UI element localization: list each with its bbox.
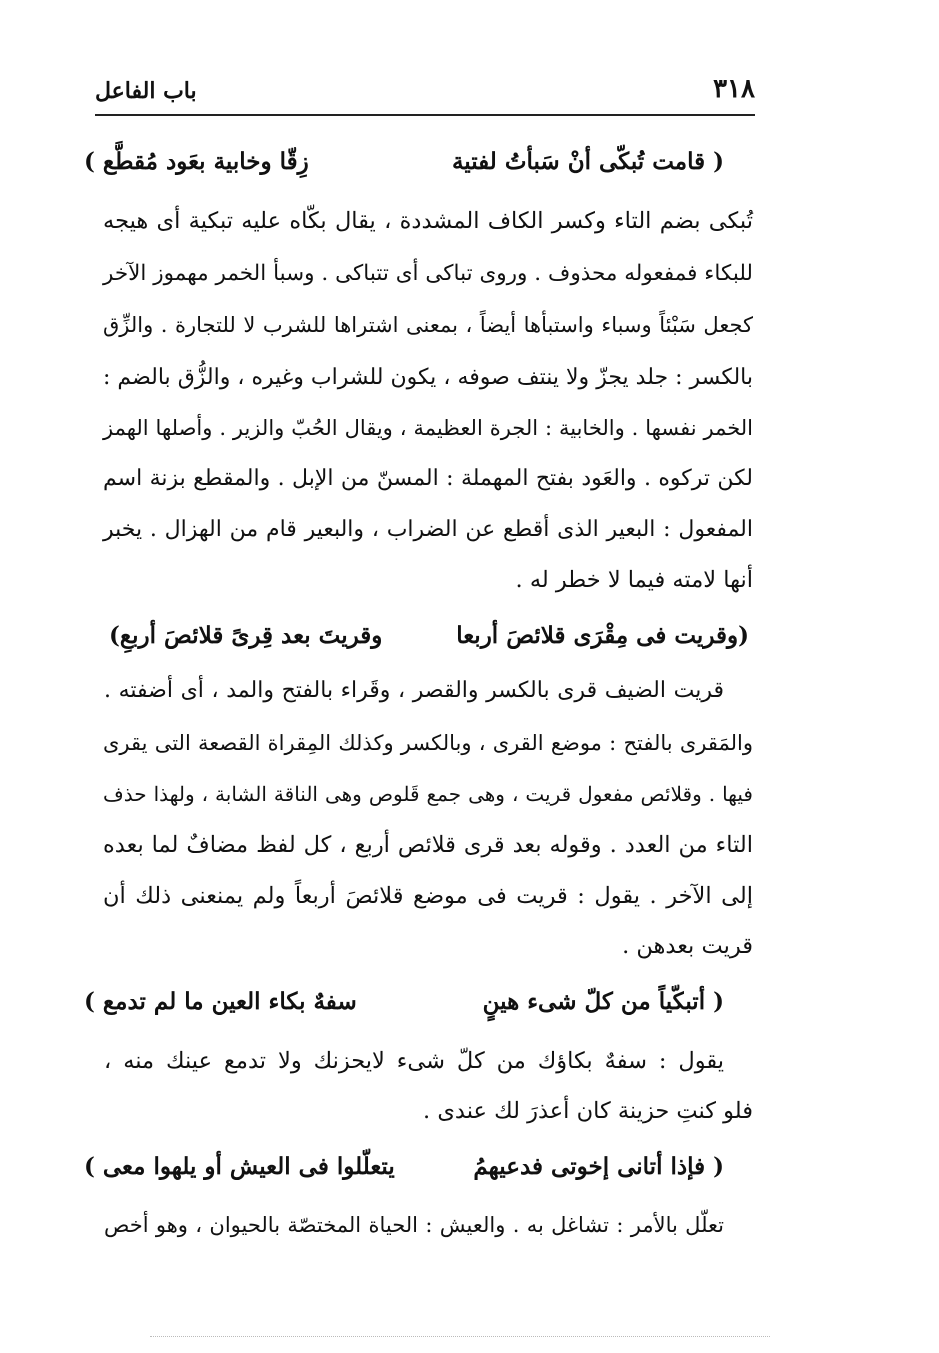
text-line: للبكاء فمفعوله محذوف . وروى تباكى أى تتباكى . وسبأ الخمر مهموز الآخر: [103, 261, 753, 286]
running-head: [95, 70, 755, 116]
verse-second-hemistich: زِقّا وخابية بعَود مُقطَّع ): [84, 148, 309, 175]
verse: [84, 1153, 724, 1193]
verse: [84, 988, 724, 1028]
verse-first-hemistich: ( أتبكّياً من كلّ شىء هينٍ: [482, 988, 724, 1015]
text-line: تعلّل بالأمر : تشاغل به . والعيش : الحياة المختصّة بالحيوان ، وهو أخص: [104, 1213, 724, 1237]
text-line: كجعل سَبْئاً وسباء واستبأها أيضاً ، بمعنى اشتراها للشرب لا للتجارة . والزِّق: [103, 313, 753, 337]
text-line: قريت الضيف قرى بالكسر والقصر ، وقَراء بالفتح والمد ، أى أضفته .: [104, 678, 724, 703]
text-line: التاء من العدد . وقوله بعد قرى قلائص أربع ، كل لفظ مضافٌ لما بعده: [103, 832, 753, 858]
verse: [109, 622, 749, 662]
page-number: ٣١٨: [713, 74, 755, 104]
text-line: والمَقرى بالفتح : موضع القرى ، وبالكسر وكذلك المِقراة القصعة التى يقرى: [103, 731, 753, 755]
text-line: المفعول : البعير الذى أقطع عن الضراب ، والبعير قام من الهزال . يخبر: [103, 517, 753, 542]
text-line: قريت بعدهن .: [622, 933, 753, 959]
verse-second-hemistich: وقريتَ بعد قِرىً قلائصَ أربعِ): [109, 622, 383, 649]
text-line: بالكسر : جلد يجزّ ولا ينتف صوفه ، يكون للشراب وغيره ، والزُّق بالضم :: [103, 365, 753, 390]
text-line: تُبكى بضم التاء وكسر الكاف المشددة ، يقال بكّاه عليه تبكية أى هيجه: [103, 208, 753, 234]
verse-second-hemistich: يتعلّلوا فى العيش أو يلهوا معى ): [84, 1153, 395, 1180]
section-title: باب الفاعل: [95, 78, 197, 104]
verse-first-hemistich: ( قامت تُبكّى أنْ سَبأتُ لفتية: [451, 148, 724, 175]
text-line: فيها . وقلائص مفعول قريت ، وهى جمع قَلوص وهى الناقة الشابة ، ولهذا حذف: [103, 782, 753, 806]
text-line: الخمر نفسها . والخابية : الجرة العظيمة ، ويقال الحُبّ والزير . وأصلها الهمز: [103, 416, 753, 440]
verse-first-hemistich: ( فإذا أتانى إخوتى فدعيهمُ: [473, 1153, 724, 1180]
text-line: إلى الآخر . يقول : قريت فى موضع قلائصَ أربعاً ولم يمنعنى ذلك أن: [103, 883, 753, 909]
text-line: يقول : سفهٌ بكاؤك من كلّ شىء لايحزنك ولا تدمع عينك منه ،: [104, 1048, 724, 1074]
verse-first-hemistich: (وقريت فى مِقْرَى قلائصَ أربعا: [456, 622, 749, 649]
text-line: لكن تركوه . والعَود بفتح المهملة : المسنّ من الإبل . والمقطع بزنة اسم: [103, 466, 753, 491]
verse-second-hemistich: سفهٌ بكاء العين ما لم تدمع ): [84, 988, 357, 1015]
text-line: أنها لامته فيما لا خطر له .: [515, 567, 753, 593]
verse: [84, 148, 724, 188]
text-line: فلو كنتِ حزينة كان أعذرَ لك عندى .: [423, 1098, 753, 1124]
scan-edge-mark: [150, 1336, 770, 1337]
